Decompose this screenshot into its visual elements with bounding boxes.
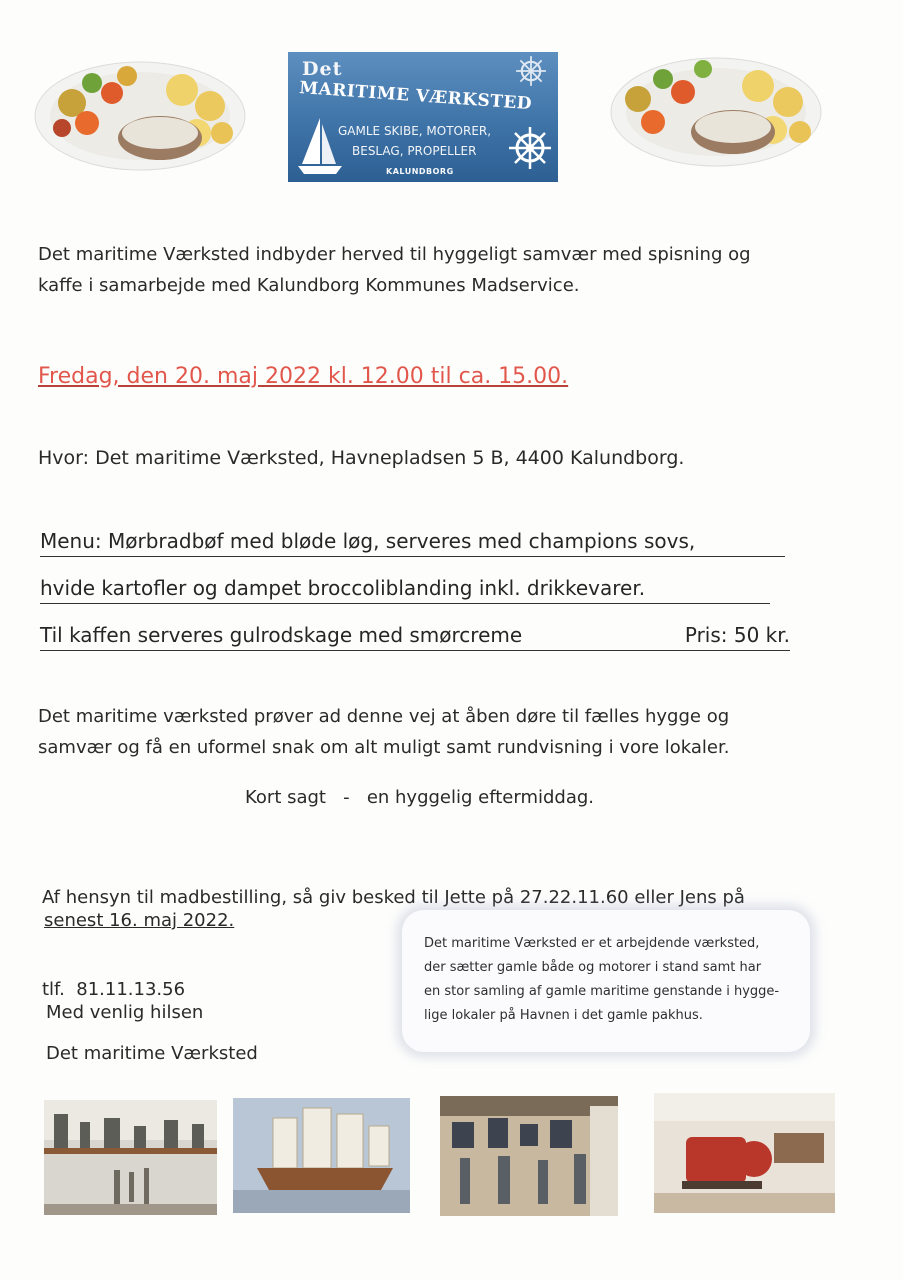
about-paragraph xyxy=(38,702,729,763)
info-box-line-1: Det maritime Værksted er et arbejdende værksted, xyxy=(424,936,760,951)
info-box-text xyxy=(424,932,779,1028)
logo-title: MARITIME VÆRKSTED xyxy=(298,78,533,115)
about-line-2: samvær og få en uformel snak om alt muligt samt rundvisning i vore lokaler. xyxy=(38,736,730,758)
tagline: Kort sagt - en hyggelig eftermiddag. xyxy=(245,787,595,808)
info-box xyxy=(402,910,810,1052)
closing xyxy=(46,992,258,1075)
menu-line-1: Menu: Mørbradbøf med bløde løg, serveres med champions sovs, xyxy=(40,528,785,557)
deadline: senest 16. maj 2022. xyxy=(44,910,235,931)
sailboat-icon xyxy=(296,114,344,178)
logo-det-text: Det xyxy=(302,58,343,80)
photo-ship-model xyxy=(233,1098,410,1213)
photo-workshop-shelf xyxy=(44,1100,217,1215)
intro-line-2: kaffe i samarbejde med Kalundborg Kommunes Madservice. xyxy=(38,274,580,296)
logo-line-1: GAMLE SKIBE, MOTORER, xyxy=(338,124,492,138)
menu-line-2: hvide kartofler og dampet broccoliblanding inkl. drikkevarer. xyxy=(40,575,770,604)
info-box-line-4: lige lokaler på Havnen i det gamle pakhus. xyxy=(424,1008,703,1024)
booking-line-2: tlf. 81.11.13.56 xyxy=(42,978,186,1000)
info-box-line-2: der sætter gamle både og motorer i stand samt har xyxy=(424,960,762,976)
food-photo-left xyxy=(32,48,247,173)
event-date: Fredag, den 20. maj 2022 kl. 12.00 til ca. 15.00. xyxy=(38,364,569,389)
photo-red-engine xyxy=(654,1093,835,1213)
food-photo-right xyxy=(608,44,823,169)
about-line-1: Det maritime værksted prøver ad denne vej at åben døre til fælles hygge og xyxy=(38,706,730,727)
maritime-vaerksted-logo xyxy=(288,52,558,182)
menu-dessert: Til kaffen serveres gulrodskage med smørcreme xyxy=(40,623,523,647)
closing-signature: Det maritime Værksted xyxy=(46,1043,258,1065)
logo-line-2: BESLAG, PROPELLER xyxy=(352,144,477,158)
menu-price: Pris: 50 kr. xyxy=(684,623,790,647)
booking-line-1: Af hensyn til madbestilling, så giv besked til Jette på 27.22.11.60 eller Jens på xyxy=(42,887,745,909)
menu-line-3 xyxy=(40,622,790,651)
photo-engine-workshop xyxy=(440,1096,618,1216)
ship-wheel-small-icon xyxy=(514,54,548,88)
info-box-line-3: en stor samling af gamle maritime genstande i hygge- xyxy=(424,984,780,1000)
closing-greeting: Med venlig hilsen xyxy=(46,1002,204,1023)
ship-wheel-icon xyxy=(506,124,554,172)
intro-line-1: Det maritime Værksted indbyder herved til hyggeligt samvær med spisning og xyxy=(38,244,751,265)
event-location: Hvor: Det maritime Værksted, Havnepladsen 5 B, 4400 Kalundborg. xyxy=(38,447,685,469)
logo-town: KALUNDBORG xyxy=(386,167,454,176)
intro-paragraph xyxy=(38,240,751,301)
menu-section xyxy=(40,528,792,651)
